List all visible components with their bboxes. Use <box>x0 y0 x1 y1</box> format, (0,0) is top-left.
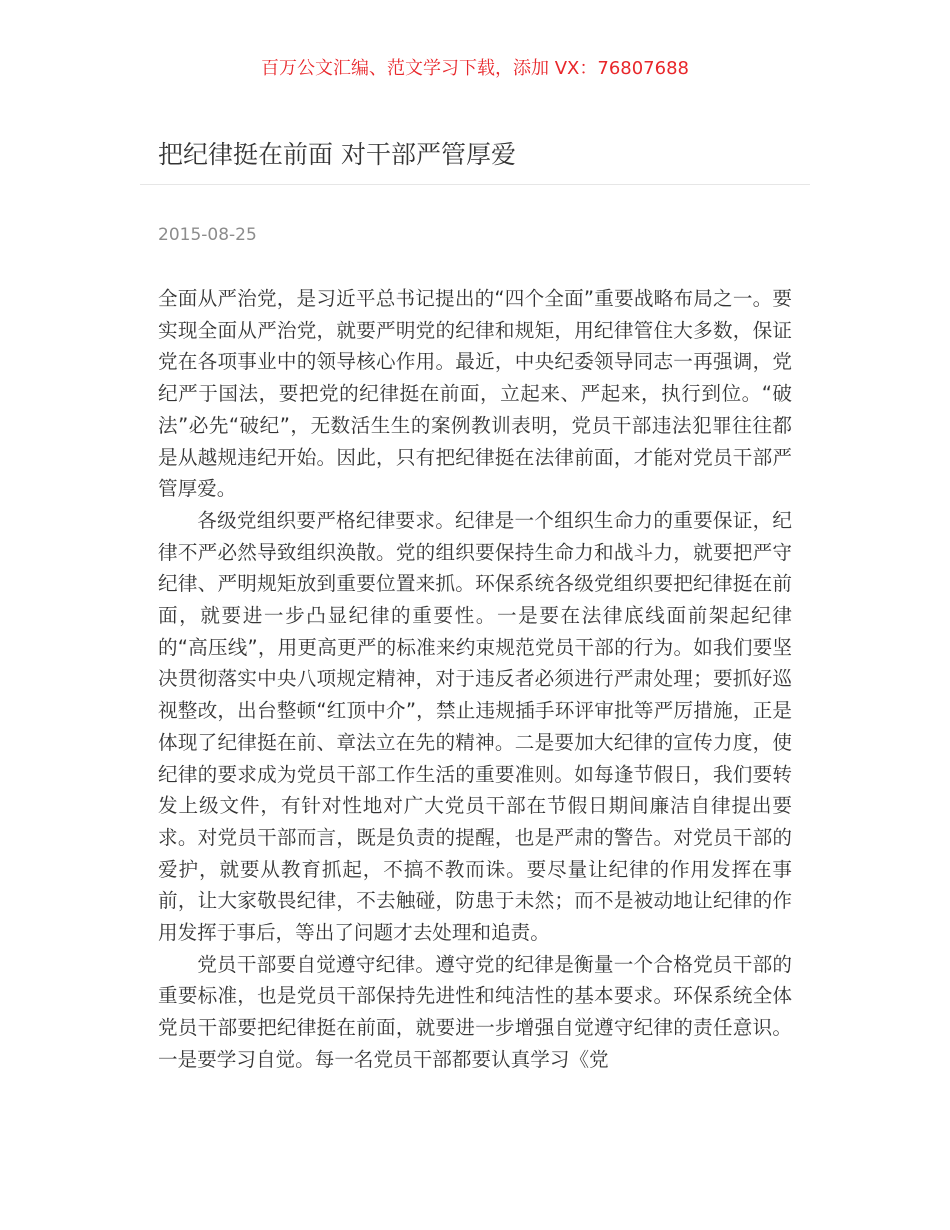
paragraph-3: 党员干部要自觉遵守纪律。遵守党的纪律是衡量一个合格党员干部的重要标准，也是党员干部保持先进性和纯洁性的基本要求。环保系统全体党员干部要把纪律挺在前面，就要进一步增强自觉遵守纪律的责任意识。一是要学习自觉。每一名党员干部都要认真学习《党 <box>158 952 792 1071</box>
publish-date: 2015-08-25 <box>158 225 257 245</box>
article <box>140 130 810 1076</box>
paragraph-2: 各级党组织要严格纪律要求。纪律是一个组织生命力的重要保证，纪律不严必然导致组织涣散。党的组织要保持生命力和战斗力，就要把严守纪律、严明规矩放到重要位置来抓。环保系统各级党组织要把纪律挺在前面，就要进一步凸显纪律的重要性。一是要在法律底线面前架起纪律的“高压线”，用更高更严的标准来约束规范党员干部的行为。如我们要坚决贯彻落实中央八项规定精神，对于违反者必须进行严肃处理；要抓好巡视整改，出台整顿“红顶中介”，禁止违规插手环评审批等严厉措施，正是体现了纪律挺在前、章法立在先的精神。二是要加大纪律的宣传力度，使纪律的要求成为党员干部工作生活的重要准则。如每逢节假日，我们要转发上级文件，有针对性地对广大党员干部在节假日期间廉洁自律提出要求。对党员干部而言，既是负责的提醒，也是严肃的警告。对党员干部的爱护，就要从教育抓起，不搞不教而诛。要尽量让纪律的作用发挥在事前，让大家敬畏纪律，不去触碰，防患于未然；而不是被动地让纪律的作用发挥于事后，等出了问题才去处理和追责。 <box>158 508 792 945</box>
watermark-banner: 百万公文汇编、范文学习下载，添加 VX：76807688 <box>261 58 689 79</box>
paragraph-1: 全面从严治党，是习近平总书记提出的“四个全面”重要战略布局之一。要实现全面从严治党，就要严明党的纪律和规矩，用纪律管住大多数，保证党在各项事业中的领导核心作用。最近，中央纪委领导同志一再强调，党纪严于国法，要把党的纪律挺在前面，立起来、严起来，执行到位。“破法”必先“破纪”，无数活生生的案例教训表明，党员干部违法犯罪往往都是从越规违纪开始。因此，只有把纪律挺在法律前面，才能对党员干部严管厚爱。 <box>158 287 792 501</box>
article-title: 把纪律挺在前面 对干部严管厚爱 <box>140 130 810 185</box>
article-body <box>158 283 792 1076</box>
